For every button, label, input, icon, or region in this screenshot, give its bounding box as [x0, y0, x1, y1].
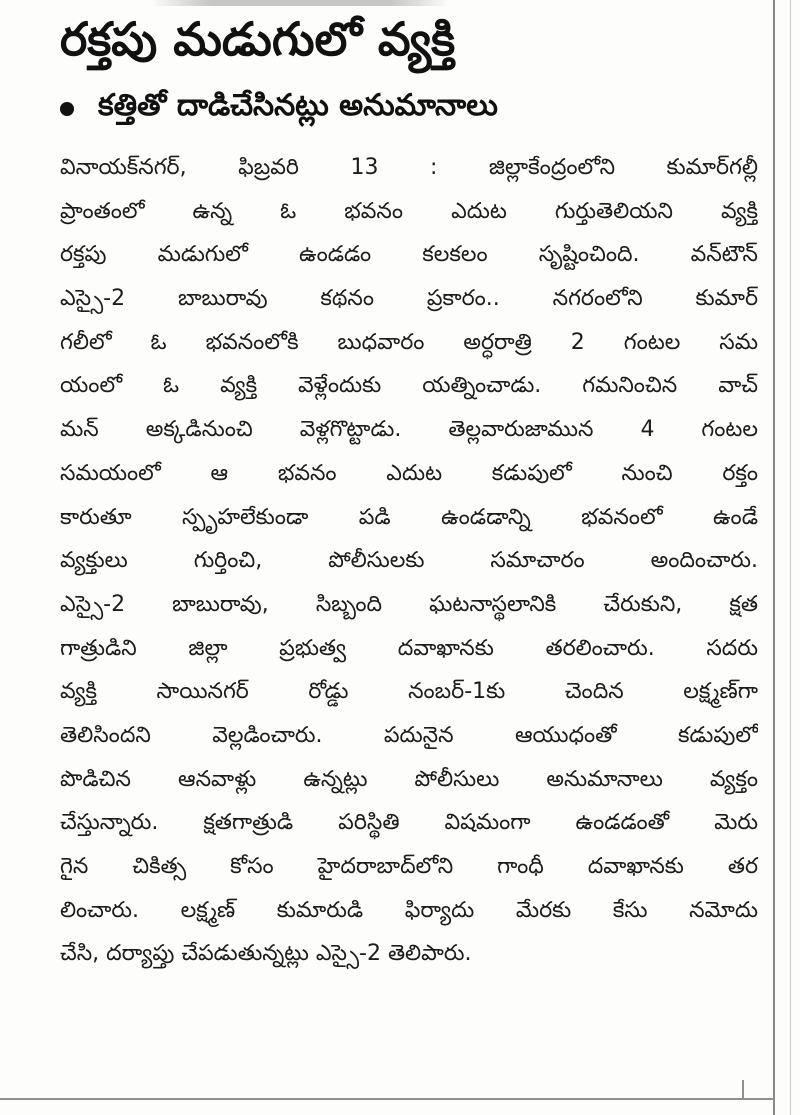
bottom-tick-mark	[742, 1080, 744, 1098]
body-line: లించారు. లక్ష్మణ్‌ కుమారుడి ఫిర్యాదు మేరకు కేసు నమోదు	[60, 897, 758, 923]
body-line: సమయంలో ఆ భవనం ఎదుట కడుపులో నుంచి రక్తం	[60, 460, 758, 486]
bullet-icon	[60, 102, 74, 116]
body-line: వినాయక్‌నగర్‌, ఫిబ్రవరి 13 : జిల్లాకేంద్రంలోని కుమార్‌గల్లీ	[60, 155, 758, 180]
outer-column-rule	[790, 0, 791, 1115]
body-line: తెలిసిందని వెల్లడించారు. పదునైన ఆయుధంతో కడుపులో	[60, 722, 758, 748]
body-line: ప్రాంతంలో ఉన్న ఓ భవనం ఎదుట గుర్తుతెలియని వ్యక్తి	[60, 198, 758, 224]
subheadline-row	[60, 84, 760, 134]
body-line: చేసి, దర్యాప్తు చేపడుతున్నట్లు ఎస్సై-2 తెలిపారు.	[60, 941, 472, 967]
body-line: పొడిచిన ఆనవాళ్లు ఉన్నట్లు పోలీసులు అనుమానాలు వ్యక్తం	[60, 766, 758, 792]
body-line: వ్యక్తి సాయినగర్‌ రోడ్డు నంబర్‌-1కు చెందిన లక్ష్మణ్‌గా	[60, 679, 758, 705]
bottom-rule	[0, 1098, 774, 1100]
body-line: కారుతూ స్పృహలేకుండా పడి ఉండడాన్ని భవనంలో ఉండే	[60, 504, 758, 530]
article-subheadline: కత్తితో దాడిచేసినట్లు అనుమానాలు	[98, 88, 498, 123]
body-line: యంలో ఓ వ్యక్తి వెళ్లేందుకు యత్నించాడు. గమనించిన వాచ్‌	[60, 373, 758, 399]
body-line: చేస్తున్నారు. క్షతగాత్రుడి పరిస్థితి విషమంగా ఉండడంతో మెరు	[60, 810, 758, 836]
body-line: గాత్రుడిని జిల్లా ప్రభుత్వ దవాఖానకు తరలించారు. సదరు	[60, 635, 758, 661]
body-line: ఎస్సై-2 బాబురావు కథనం ప్రకారం.. నగరంలోని కుమార్‌	[60, 286, 758, 312]
body-line: వ్యక్తులు గుర్తించి, పోలీసులకు సమాచారం అందించారు.	[60, 548, 758, 574]
article-body	[60, 146, 758, 976]
body-line: రక్తపు మడుగులో ఉండడం కలకలం సృష్టించింది. వన్‌టౌన్‌	[60, 242, 758, 268]
article-headline: రక్తపు మడుగులో వ్యక్తి	[60, 12, 456, 66]
body-line: గలీలో ఓ భవనంలోకి బుధవారం అర్ధరాత్రి 2 గంటల సమ	[60, 329, 758, 355]
body-line: మన్‌ అక్కడినుంచి వెళ్లగొట్టాడు. తెల్లవారుజామున 4 గంటల	[60, 417, 758, 443]
column-rule	[773, 0, 775, 1115]
body-line: గైన చికిత్స కోసం హైదరాబాద్‌లోని గాంధీ దవాఖానకు తర	[60, 854, 758, 879]
body-line: ఎస్సై-2 బాబురావు, సిబ్బంది ఘటనాస్థలానికి చేరుకుని, క్షత	[60, 591, 758, 617]
